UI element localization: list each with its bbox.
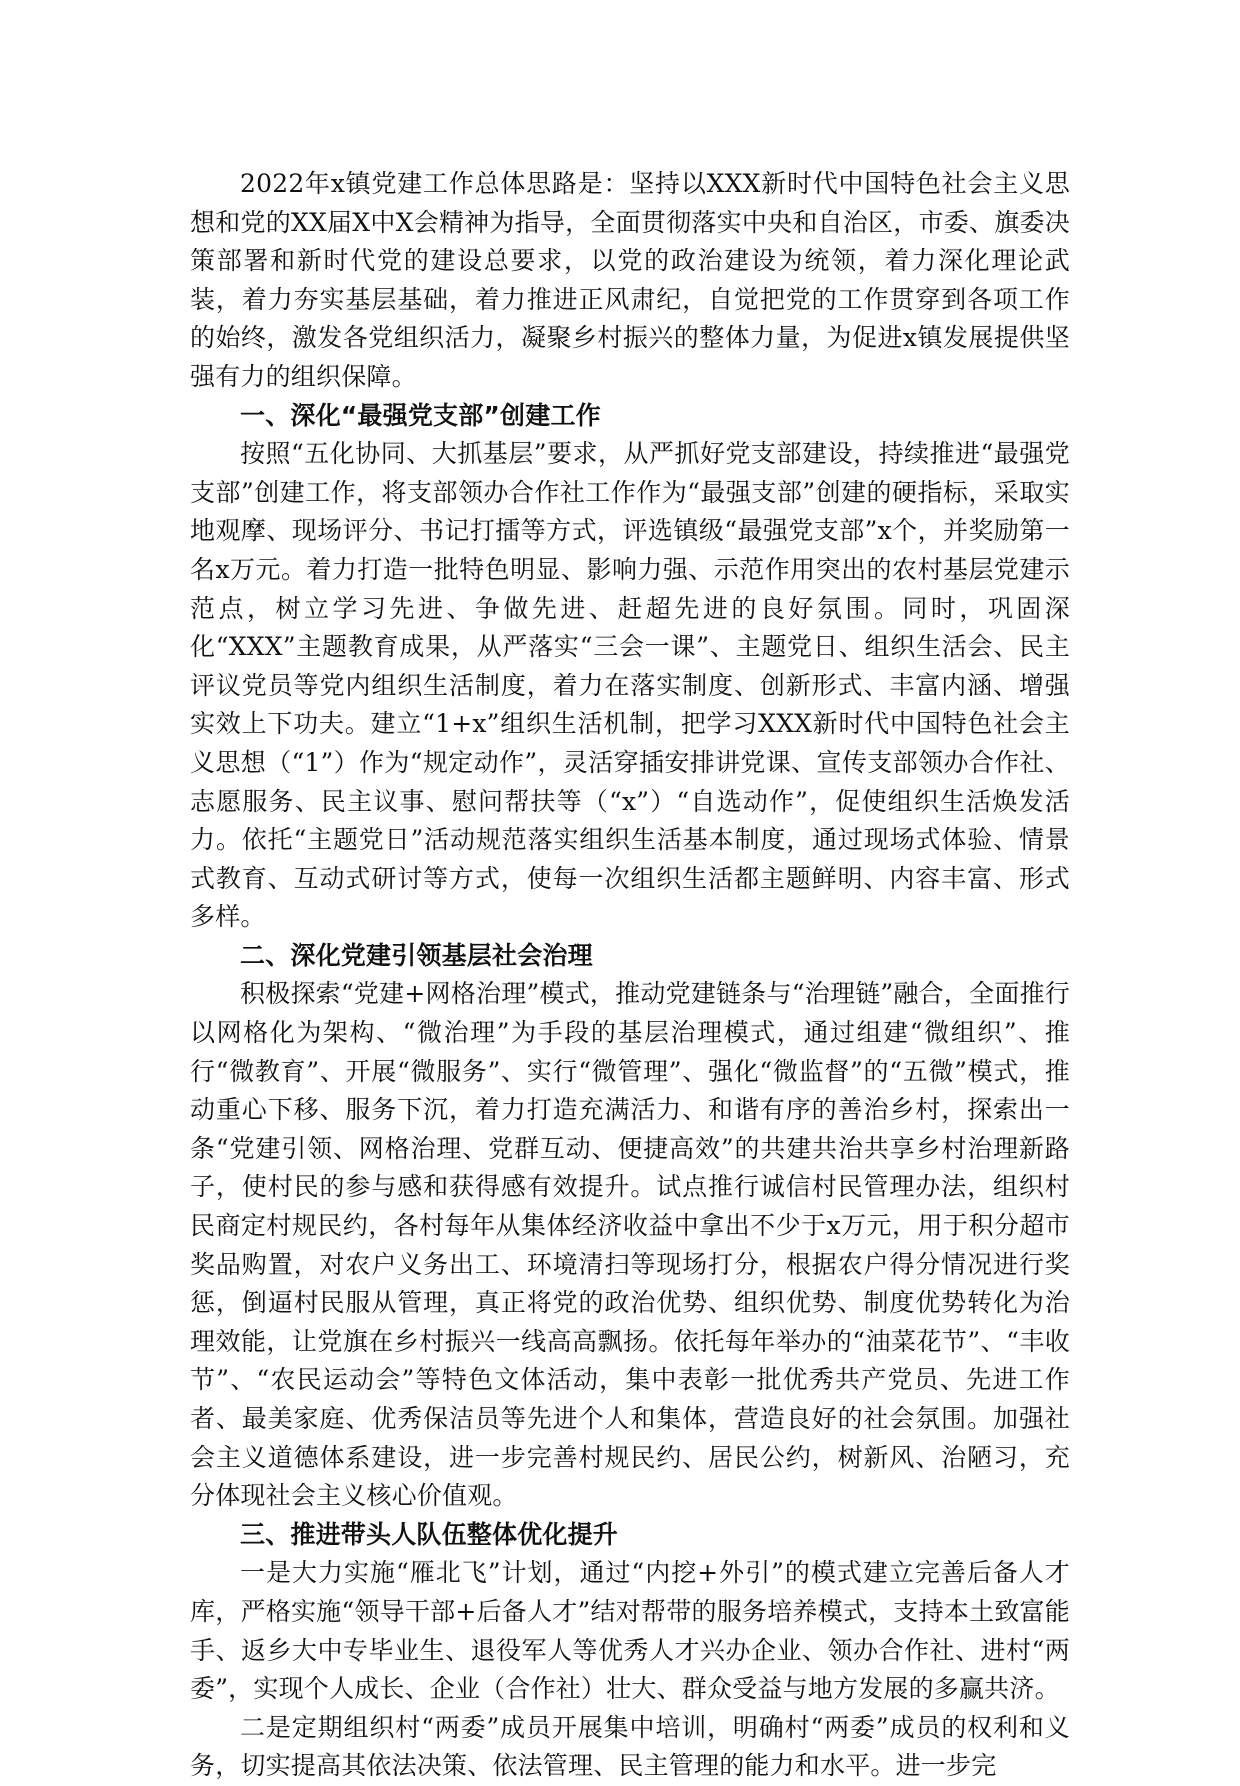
section-1-heading: 一、深化“最强党支部”创建工作 (240, 400, 601, 430)
section-3-paragraph-1: 一是大力实施“雁北飞”计划，通过“内挖+外引”的模式建立完善后备人才库，严格实施“领导干部+后备人才”结对帮带的服务培养模式，支持本土致富能手、返乡大中专毕业生、退役军人等优秀人才兴办企业、领办合作社、进村“两委”，实现个人成长、企业（合作社）壮大、群众受益与地方发展的多赢共济。 (190, 1558, 1070, 1704)
section-3-paragraph-2: 二是定期组织村“两委”成员开展集中培训，明确村“两委”成员的权利和义务，切实提高其依法决策、依法管理、民主管理的能力和水平。进一步完 (190, 1712, 1070, 1781)
section-3-heading: 三、推进带头人队伍整体优化提升 (240, 1519, 619, 1549)
section-1-paragraph-1: 按照“五化协同、大抓基层”要求，从严抓好党支部建设，持续推进“最强党支部”创建工作，将支部领办合作社工作作为“最强支部”创建的硬指标，采取实地观摩、现场评分、书记打擂等方式，评选镇级“最强党支部”x个，并奖励第一名x万元。着力打造一批特色明显、影响力强、示范作用突出的农村基层党建示范点，树立学习先进、争做先进、赶超先进的良好氛围。同时，巩固深化“XXX”主题教育成果，从严落实“三会一课”、主题党日、组织生活会、民主评议党员等党内组织生活制度，着力在落实制度、创新形式、丰富内涵、增强实效上下功夫。建立“1+x”组织生活机制，把学习XXX新时代中国特色社会主义思想（“1”）作为“规定动作”，灵活穿插安排讲党课、宣传支部领办合作社、志愿服务、民主议事、慰问帮扶等（“x”）“自选动作”，促使组织生活焕发活力。依托“主题党日”活动规范落实组织生活基本制度，通过现场式体验、情景式教育、互动式研讨等方式，使每一次组织生活都主题鲜明、内容丰富、形式多样。 (190, 439, 1070, 932)
section-2-heading: 二、深化党建引领基层社会治理 (240, 940, 593, 970)
section-2-paragraph-1: 积极探索“党建+网格治理”模式，推动党建链条与“治理链”融合，全面推行以网格化为架构、“微治理”为手段的基层治理模式，通过组建“微组织”、推行“微教育”、开展“微服务”、实行“微管理”、强化“微监督”的“五微”模式，推动重心下移、服务下沉，着力打造充满活力、和谐有序的善治乡村，探索出一条“党建引领、网格治理、党群互动、便捷高效”的共建共治共享乡村治理新路子，使村民的参与感和获得感有效提升。试点推行诚信村民管理办法，组织村民商定村规民约，各村每年从集体经济收益中拿出不少于x万元，用于积分超市奖品购置，对农户义务出工、环境清扫等现场打分，根据农户得分情况进行奖惩，倒逼村民服从管理，真正将党的政治优势、组织优势、制度优势转化为治理效能，让党旗在乡村振兴一线高高飘扬。依托每年举办的“油菜花节”、“丰收节”、“农民运动会”等特色文体活动，集中表彰一批优秀共产党员、先进工作者、最美家庭、优秀保洁员等先进个人和集体，营造良好的社会氛围。加强社会主义道德体系建设，进一步完善村规民约、居民公约，树新风、治陋习，充分体现社会主义核心价值观。 (190, 979, 1070, 1511)
document-body (190, 165, 1070, 1786)
intro-paragraph: 2022年x镇党建工作总体思路是：坚持以XXX新时代中国特色社会主义思想和党的XX届X中X会精神为指导，全面贯彻落实中央和自治区，市委、旗委决策部署和新时代党的建设总要求，以党的政治建设为统领，着力深化理论武装，着力夯实基层基础，着力推进正风肃纪，自觉把党的工作贯穿到各项工作的始终，激发各党组织活力，凝聚乡村振兴的整体力量，为促进x镇发展提供坚强有力的组织保障。 (190, 169, 1070, 391)
